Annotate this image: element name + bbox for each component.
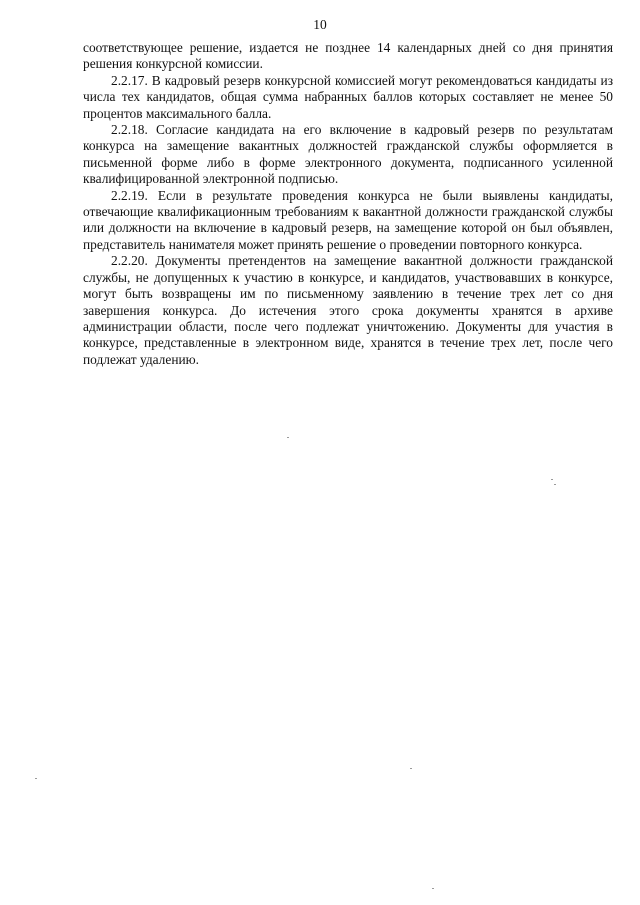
paragraph-2-2-20: 2.2.20. Документы претендентов на замещение вакантной должности гражданской службы, не допущенных к участию в конкурсе, и кандидатов, участвовавших в конкурсе, могут быть возвращены им по письменному заявлению в течение трех лет со дня завершения конкурса. До истечения этого срока документы хранятся в архиве администрации области, после чего подлежат уничтожению. Документы для участия в конкурсе, представленные в электронном виде, хранятся в течение трех лет, после чего подлежат удалению. [83,253,613,367]
scan-speck [410,768,412,769]
scan-speck [432,888,434,889]
document-body [83,40,613,368]
paragraph-continuation: соответствующее решение, издается не позднее 14 календарных дней со дня принятия решения конкурсной комиссии. [83,40,613,72]
scan-speck [35,778,37,779]
scan-speck [554,484,556,485]
paragraph-2-2-19: 2.2.19. Если в результате проведения конкурса не были выявлены кандидаты, отвечающие квалификационным требованиям к вакантной должности гражданской службы или должности на включение в кадровый резерв, на замещение которой он был объявлен, представитель нанимателя может принять решение о проведении повторного конкурса. [83,187,613,252]
paragraph-2-2-18: 2.2.18. Согласие кандидата на его включение в кадровый резерв по результатам конкурса на замещение вакантных должностей гражданской службы оформляется в письменной форме либо в форме электронного документа, подписанного усиленной квалифицированной электронной подписью. [83,122,613,187]
paragraph-2-2-17: 2.2.17. В кадровый резерв конкурсной комиссией могут рекомендоваться кандидаты из числа тех кандидатов, общая сумма набранных баллов которых составляет не менее 50 процентов максимального балла. [83,72,613,121]
scan-speck [287,437,289,438]
page-number: 10 [313,17,327,32]
scan-speck [551,479,553,480]
